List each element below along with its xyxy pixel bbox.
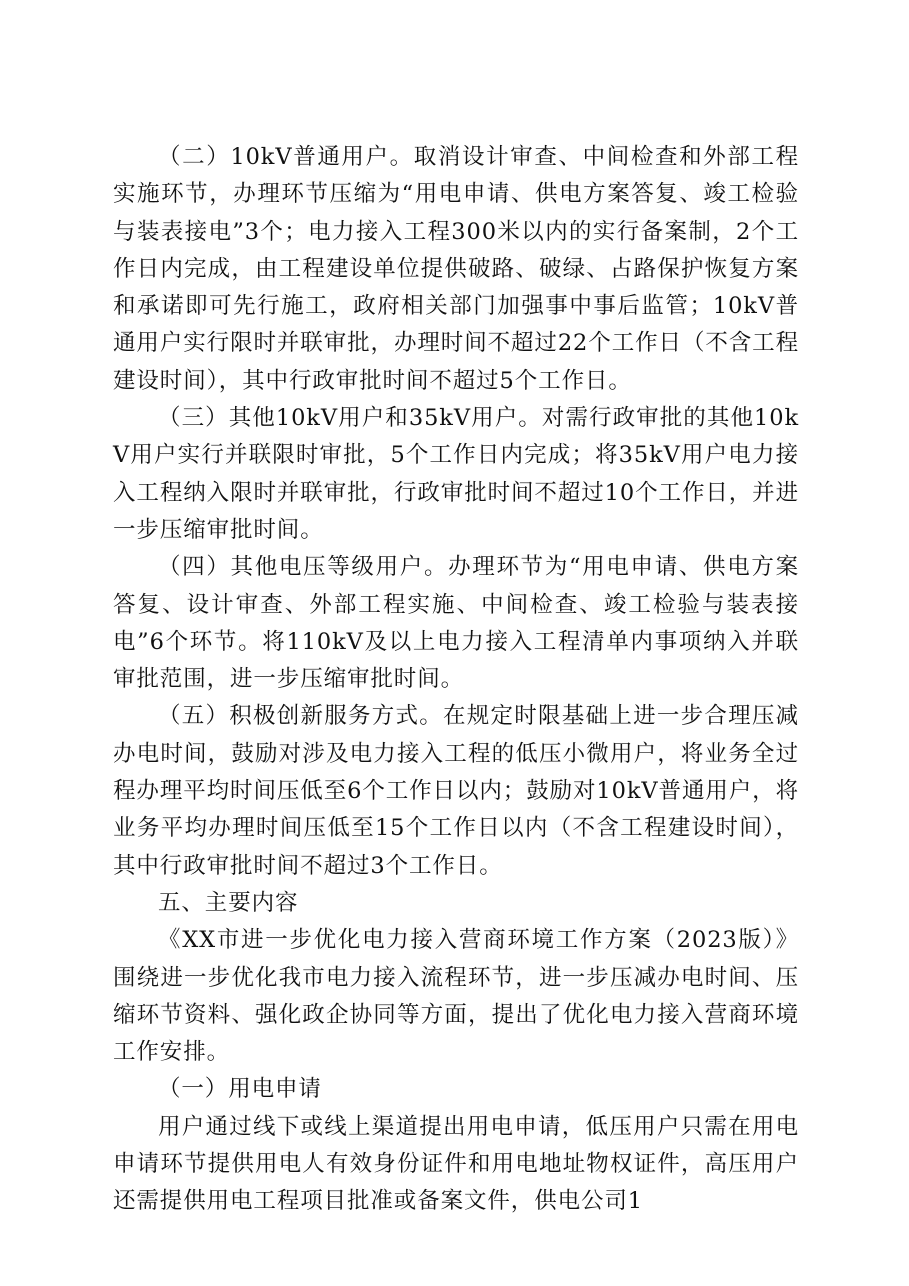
section-heading-main-content: 五、主要内容 [158, 889, 299, 916]
paragraph-other-voltage-users: （四）其他电压等级用户。办理环节为“用电申请、供电方案答复、设计审查、外部工程实施、中间检查、竣工检验与装表接电”6个环节。将110kV及以上电力接入工程清单内事项纳入并联审批范围，进一步压缩审批时间。 [113, 554, 799, 693]
paragraph-plan-intro: 《XX市进一步优化电力接入营商环境工作方案（2023版）》围绕进一步优化我市电力接入流程环节，进一步压减办电时间、压缩环节资料、强化政企协同等方面，提出了优化电力接入营商环境工作安排。 [113, 927, 799, 1066]
paragraph-other-10kv-35kv-users: （三）其他10kV用户和35kV用户。对需行政审批的其他10kV用户实行并联限时审批，5个工作日内完成；将35kV用户电力接入工程纳入限时并联审批，行政审批时间不超过10个工作日，并进一步压缩审批时间。 [113, 405, 799, 543]
document-body [113, 139, 799, 1221]
paragraph-10kv-ordinary-users: （二）10kV普通用户。取消设计审查、中间检查和外部工程实施环节，办理环节压缩为“用电申请、供电方案答复、竣工检验与装表接电”3个；电力接入工程300米以内的实行备案制，2个工作日内完成，由工程建设单位提供破路、破绿、占路保护恢复方案和承诺即可先行施工，政府相关部门加强事中事后监管；10kV普通用户实行限时并联审批，办理时间不超过22个工作日（不含工程建设时间），其中行政审批时间不超过5个工作日。 [113, 144, 799, 394]
paragraph-power-application-details: 用户通过线下或线上渠道提出用电申请，低压用户只需在用电申请环节提供用电人有效身份证件和用电地址物权证件，高压用户还需提供用电工程项目批准或备案文件，供电公司1 [113, 1113, 799, 1215]
paragraph-innovative-service: （五）积极创新服务方式。在规定时限基础上进一步合理压减办电时间，鼓励对涉及电力接入工程的低压小微用户，将业务全过程办理平均时间压低至6个工作日以内；鼓励对10kV普通用户，将业务平均办理时间压低至15个工作日以内（不含工程建设时间），其中行政审批时间不超过3个工作日。 [113, 703, 799, 879]
sub-heading-power-application: （一）用电申请 [158, 1076, 322, 1103]
